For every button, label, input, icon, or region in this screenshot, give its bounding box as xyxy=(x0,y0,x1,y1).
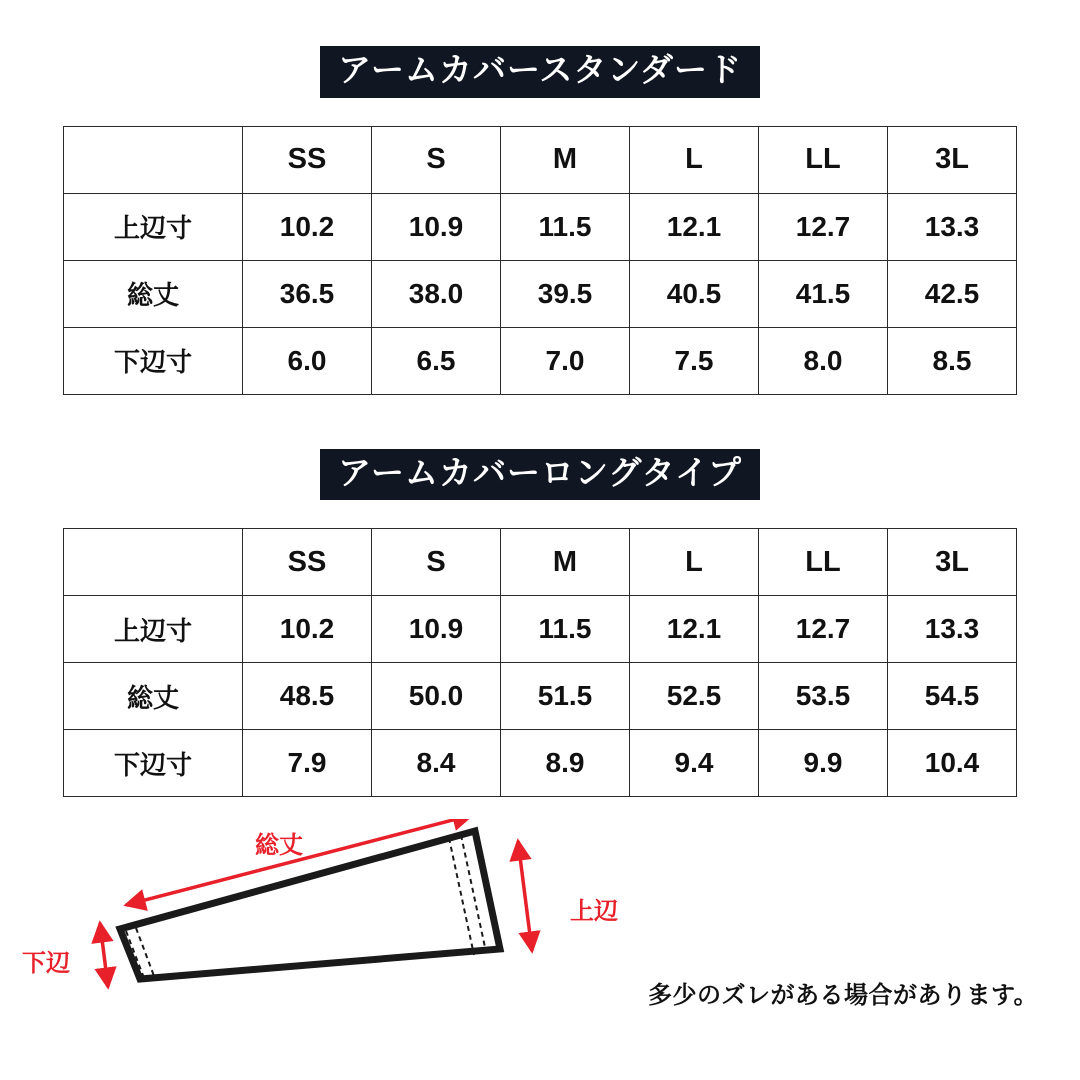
cell-value: 41.5 xyxy=(759,260,888,327)
cell-value: 6.5 xyxy=(372,327,501,394)
row-label-bottom-width: 下辺寸 xyxy=(64,327,243,394)
cell-value: 7.9 xyxy=(243,730,372,797)
cell-value: 54.5 xyxy=(888,663,1017,730)
label-total-length: 総丈 xyxy=(255,832,303,860)
cell-value: 6.0 xyxy=(243,327,372,394)
cell-value: 9.4 xyxy=(630,730,759,797)
cell-value: 10.2 xyxy=(243,596,372,663)
column-header-ll: LL xyxy=(759,126,888,193)
column-header-3l: 3L xyxy=(888,529,1017,596)
cell-value: 40.5 xyxy=(630,260,759,327)
cell-value: 50.0 xyxy=(372,663,501,730)
cell-value: 12.7 xyxy=(759,596,888,663)
row-label-bottom-width: 下辺寸 xyxy=(64,730,243,797)
cell-value: 39.5 xyxy=(501,260,630,327)
table-row xyxy=(64,327,1017,394)
cell-value: 9.9 xyxy=(759,730,888,797)
column-header-s: S xyxy=(372,126,501,193)
table-row xyxy=(64,193,1017,260)
table-row xyxy=(64,663,1017,730)
table-corner-cell xyxy=(64,529,243,596)
cell-value: 7.0 xyxy=(501,327,630,394)
row-label-top-width: 上辺寸 xyxy=(64,193,243,260)
cell-value: 38.0 xyxy=(372,260,501,327)
label-top-edge: 上辺 xyxy=(570,898,618,926)
cell-value: 10.4 xyxy=(888,730,1017,797)
cell-value: 48.5 xyxy=(243,663,372,730)
section-2-heading: アームカバーロングタイプ xyxy=(320,449,760,501)
table-row xyxy=(64,730,1017,797)
column-header-ss: SS xyxy=(243,126,372,193)
sleeve-outline xyxy=(120,831,500,979)
cell-value: 52.5 xyxy=(630,663,759,730)
measurement-diagram xyxy=(0,819,1080,1044)
section-2-heading-wrap xyxy=(0,449,1080,501)
table-header-row xyxy=(64,126,1017,193)
row-label-top-width: 上辺寸 xyxy=(64,596,243,663)
cell-value: 42.5 xyxy=(888,260,1017,327)
cell-value: 10.2 xyxy=(243,193,372,260)
column-header-m: M xyxy=(501,126,630,193)
column-header-ll: LL xyxy=(759,529,888,596)
column-header-l: L xyxy=(630,529,759,596)
cell-value: 13.3 xyxy=(888,193,1017,260)
label-bottom-edge: 下辺 xyxy=(22,950,70,978)
cell-value: 12.7 xyxy=(759,193,888,260)
disclaimer-note: 多少のズレがある場合があります。 xyxy=(648,982,1039,1009)
section-1-heading-wrap xyxy=(0,46,1080,98)
cell-value: 11.5 xyxy=(501,596,630,663)
column-header-m: M xyxy=(501,529,630,596)
cell-value: 8.4 xyxy=(372,730,501,797)
cell-value: 10.9 xyxy=(372,193,501,260)
row-label-total-length: 総丈 xyxy=(64,663,243,730)
cell-value: 10.9 xyxy=(372,596,501,663)
size-table-long xyxy=(63,528,1017,797)
bottom-edge-arrow xyxy=(100,923,108,987)
cell-value: 8.9 xyxy=(501,730,630,797)
cell-value: 53.5 xyxy=(759,663,888,730)
cell-value: 11.5 xyxy=(501,193,630,260)
cell-value: 8.0 xyxy=(759,327,888,394)
column-header-3l: 3L xyxy=(888,126,1017,193)
cell-value: 7.5 xyxy=(630,327,759,394)
table-row xyxy=(64,596,1017,663)
table-row xyxy=(64,260,1017,327)
column-header-l: L xyxy=(630,126,759,193)
cell-value: 8.5 xyxy=(888,327,1017,394)
arm-cover-diagram-svg xyxy=(40,819,660,1044)
table-header-row xyxy=(64,529,1017,596)
column-header-ss: SS xyxy=(243,529,372,596)
section-1-heading: アームカバースタンダード xyxy=(320,46,760,98)
size-table-standard xyxy=(63,126,1017,395)
column-header-s: S xyxy=(372,529,501,596)
row-label-total-length: 総丈 xyxy=(64,260,243,327)
cell-value: 12.1 xyxy=(630,193,759,260)
table-corner-cell xyxy=(64,126,243,193)
cell-value: 12.1 xyxy=(630,596,759,663)
cell-value: 13.3 xyxy=(888,596,1017,663)
top-edge-arrow xyxy=(518,841,532,951)
cell-value: 36.5 xyxy=(243,260,372,327)
cell-value: 51.5 xyxy=(501,663,630,730)
